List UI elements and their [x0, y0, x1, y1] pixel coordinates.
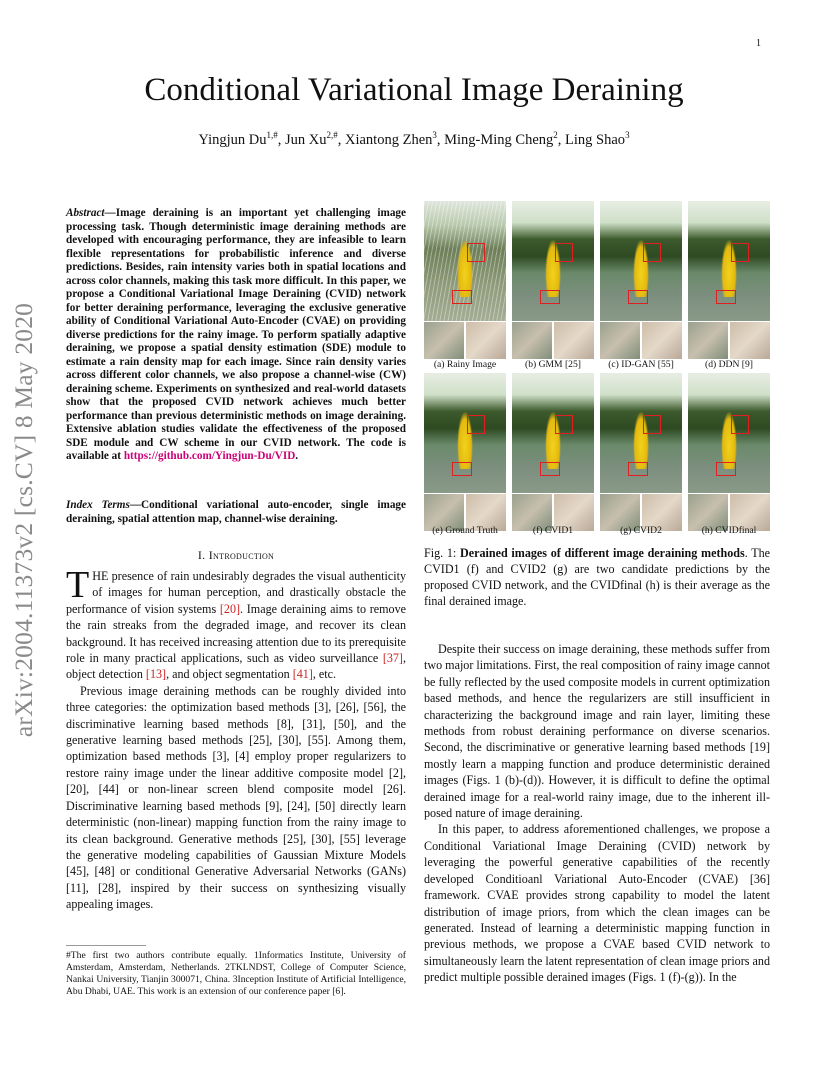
cvid1-result-image [512, 373, 594, 493]
author-affiliation: 2,# [326, 130, 338, 140]
author-name: Xiantong Zhen [345, 131, 433, 148]
panel-caption: (c) ID-GAN [55] [608, 359, 674, 370]
abstract-end: . [295, 450, 299, 462]
figure-panel-e [424, 373, 506, 531]
intro-text-run: , and object segmentation [166, 667, 293, 682]
author-name: Jun Xu [285, 131, 327, 148]
figure-panel-b [512, 201, 594, 359]
intro-paragraph: Previous image deraining methods can be roughly divided into three categories: the optimization based methods [3], [26], [56], the discriminative learning based methods [8], [31], [50], and the generative learning based methods [25], [30], [55]. Among them, optimization based methods [3], [4] employ proper regularizers to restore rainy image under the linear additive composite model [2], [20], [44] or non-linear screen blend composite model [26]. Discriminative learning based methods [9], [24], [50] directly learn deterministic (non-linear) mapping function from the rainy image to its clean background. Generative methods [25], [30], [55] leverage the generative modeling capabilities of Gaussian Mixture Models [45], [48] or conditional Generative Adversarial Networks (GANs) [11], [28], inspired by their success on synthesizing visually appealing images. [66, 683, 406, 912]
body-paragraph: In this paper, to address aforementioned challenges, we propose a Conditional Variational Image Deraining (CVID) network by leveraging the powerful generative capabilities of the recently developed Conditioanl Variational Auto-Encoder (CVAE) [36] framework. CVAE provides strong capability to model the latent distribution of image priors, from which the clean images can be generated. Instead of learning a deterministic mapping function in previous methods, we propose a CVAE based CVID network to simultaneously learn the latent representation of clean image priors and predict multiple possible derained images (Figs. 1 (f)-(g)). In the [424, 822, 770, 985]
figure-panel-h [688, 373, 770, 531]
arxiv-stamp [4, 280, 44, 760]
right-column-text [424, 641, 770, 986]
cvid-final-result-image [688, 373, 770, 493]
intro-text-run: , object detection [66, 651, 406, 682]
paper-title: Conditional Variational Image Deraining [144, 72, 684, 108]
intro-paragraph [66, 564, 406, 683]
intro-text-run: , etc. [312, 667, 337, 682]
author-affiliation: 2 [553, 130, 558, 140]
cvid2-result-image [600, 373, 682, 493]
index-terms-text: —Conditional variational auto-encoder, single image deraining, spatial attention map, channel-wise deraining. [66, 499, 406, 525]
drop-cap: T [66, 564, 90, 606]
body-paragraph: Despite their success on image deraining, these methods suffer from two major limitations. First, the real composition of rainy image cannot be fully reflected by the used composite models in current optimization based methods, and hence the regularizers are still insufficient in characterizing the background image and rain layer, limiting these methods from robust deraining performance on diverse scenarios. Second, the discriminative or generative learning based methods [19] mostly learn a mapping function and produce deterministic derained images (Figs. 1 (b)-(d)). However, it is difficult to define the optimal derained image for a real-world rainy image, due to the inherent ill-posed nature of image deraining. [424, 642, 770, 821]
panel-caption: (a) Rainy Image [433, 359, 497, 370]
section-number: I. [197, 548, 206, 562]
figure-caption [424, 545, 770, 609]
figure-panel-c [600, 201, 682, 359]
code-link[interactable]: https://github.com/Yingjun-Du/VID [123, 450, 296, 462]
author-affiliation: 3 [625, 130, 630, 140]
rainy-image [424, 201, 506, 321]
intro-text-run: HE presence of rain undesirably degrades the visual authenticity of images for human perception, and drastically obstacle the performance of vision systems [66, 569, 406, 616]
index-terms [66, 499, 406, 526]
citation-link[interactable]: [13] [145, 667, 167, 682]
panel-caption: (h) CVIDfinal [701, 525, 757, 536]
figure-row-1 [424, 201, 770, 370]
author-name: Ming-Ming Cheng [444, 131, 554, 148]
citation-link[interactable]: [37] [382, 651, 403, 666]
idgan-result-image [600, 201, 682, 321]
figure-row-2 [424, 373, 770, 535]
figure-1 [424, 201, 770, 546]
author-list: Yingjun $Du^{1,\#}$, Jun $Xu^{2,\#}$, Xiantong Zhen$^3$, Ming-Ming Cheng$^2$, Ling Shao$^3$ [198, 130, 630, 148]
page-number: 1 [756, 38, 761, 49]
ground-truth-image [424, 373, 506, 493]
figure-panel-a [424, 201, 506, 359]
ddn-result-image [688, 201, 770, 321]
gmm-result-image [512, 201, 594, 321]
arxiv-stamp-text: arXiv:2004.11373v2 [cs.CV] 8 May 2020 [9, 302, 38, 738]
figure-caption-title: Derained images of different image deraining methods [460, 546, 745, 560]
author-name: Ling Shao [565, 131, 626, 148]
intro-text [66, 564, 406, 913]
section-heading [66, 548, 406, 563]
citation-link[interactable]: [20] [219, 601, 241, 616]
panel-caption: (d) DDN [9] [705, 359, 753, 370]
citation-link[interactable]: [41] [292, 667, 313, 682]
intro-text-run: . Image deraining aims to remove the rain streaks from the degraded image, and recover its clean background. It has received increasing attention due to its prerequisite role in many practical applications, such as video surveillance [66, 601, 406, 666]
panel-caption: (g) CVID2 [620, 525, 662, 536]
footnote-rule [66, 945, 146, 946]
author-name: Yingjun Du [198, 131, 267, 148]
author-affiliation: 3 [432, 130, 437, 140]
figure-panel-g [600, 373, 682, 531]
figure-caption-text: . The CVID1 (f) and CVID2 (g) are two candidate predictions by the proposed CVID network, and the CVIDfinal (h) is their average as the final derained image. [424, 546, 771, 608]
author-affiliation: 1,# [266, 130, 278, 140]
figure-panel-f [512, 373, 594, 531]
panel-caption: (e) Ground Truth [432, 525, 498, 536]
figure-panel-d [688, 201, 770, 359]
section-title: Introduction [208, 548, 275, 562]
abstract [66, 207, 406, 464]
figure-label: Fig. 1: [424, 546, 457, 560]
abstract-text: —Image deraining is an important yet challenging image processing task. Though deterministic image deraining methods are developed with encouraging performance, they are infeasible to learn flexible representations for probabilistic inference and diverse predictions. Besides, rain intensity varies both in spatial locations and across color channels, making this task more difficult. In this paper, we propose a Conditional Variational Image Deraining (CVID) network for better deraining performance, leveraging the exclusive generative ability of Conditional Variational Auto-Encoder (CVAE) on providing diverse predictions for the rainy image. To perform spatially adaptive deraining, we propose a spatial density estimation (SDE) module to estimate a rain density map for each image. Since rain density varies across different color channels, we also propose a channel-wise (CW) deraining scheme. Experiments on synthesized and real-world datasets show that the proposed CVID network achieves much better performance than previous deterministic methods on image deraining. Extensive ablation studies validate the effectiveness of the proposed SDE module and CW scheme in our CVID network. The code is available at [66, 207, 406, 462]
panel-caption: (b) GMM [25] [525, 359, 581, 370]
abstract-label: Abstract [66, 207, 105, 219]
panel-caption: (f) CVID1 [532, 525, 574, 536]
footnote: #The first two authors contribute equally. 1Informatics Institute, University of Amsterdam, Amsterdam, Netherlands. 2TKLNDST, College of Computer Science, Nankai University, Tianjin 300071, China. 3Inception Institute of Artificial Intelligence, Abu Dhabi, UAE. This work is an extension of our conference paper [6]. [66, 950, 406, 997]
index-terms-label: Index Terms [66, 499, 130, 511]
